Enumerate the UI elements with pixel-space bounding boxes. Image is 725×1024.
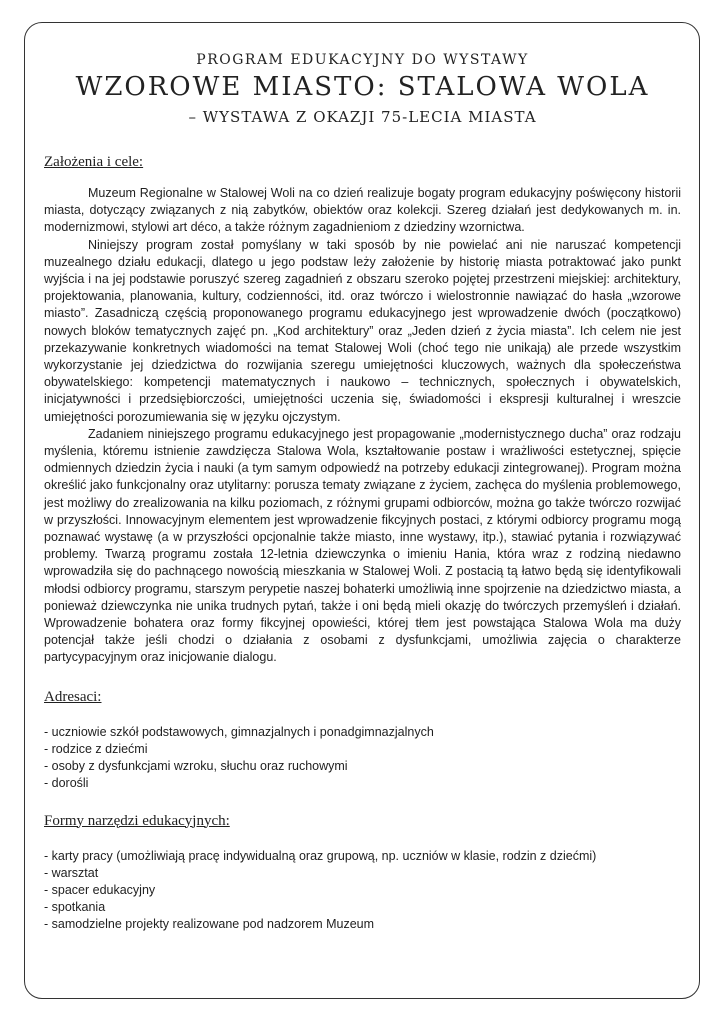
list-item: - karty pracy (umożliwiają pracę indywidualną oraz grupową, np. uczniów w klasie, rodzin z dziećmi)	[44, 848, 597, 863]
header-subtitle: PROGRAM EDUKACYJNY DO WYSTAWY	[196, 52, 529, 68]
goals-paragraph-2: Niniejszy program został pomyślany w taki sposób by nie powielać ani nie naruszać kompetencji muzealnego działu edukacji, dlatego u jego podstaw leży założenie by historię miasta potraktować jako punkt wyjścia i na jej podstawie poruszyć szereg zagadnień z obszaru szeroko pojętej przestrzeni miejskiej: architektury, projektowania, planowania, kultury, codzienności, itd. oraz twórczo i wielostronnie nawiązać do hasła „wzorowe miasto”. Zasadniczą częścią proponowanego programu edukacyjnego jest wprowadzenie dwóch (początkowo) nowych bloków tematycznych zajęć pn. „Kod architektury” oraz „Jeden dzień z życia miasta”. Ich celem nie jest przekazywanie konkretnych wiadomości na temat Stalowej Woli (choć tego nie unikają) ale przede wszystkim wykorzystanie jej dziedzictwa do rozwijania szeregu umiejętności kluczowych, ważnych dla społeczeństwa obywatelskiego: kompetencji matematycznych i naukowo – technicznych, społecznych i obywatelskich, inicjatywności i przedsiębiorczości, umiejętności uczenia się, świadomości i ekspresji kulturalnej i wreszcie umiejętności porozumiewania się w języku ojczystym.	[44, 237, 681, 424]
header-title: WZOROWE MIASTO: STALOWA WOLA	[75, 72, 650, 102]
audience-list	[44, 724, 681, 793]
audience-heading: Adresaci:	[44, 688, 102, 705]
list-item: - osoby z dysfunkcjami wzroku, słuchu oraz ruchowymi	[44, 759, 348, 774]
tools-list	[44, 848, 681, 934]
list-item: - samodzielne projekty realizowane pod nadzorem Muzeum	[44, 917, 375, 932]
list-item: - rodzice z dziećmi	[44, 741, 148, 756]
tools-heading: Formy narzędzi edukacyjnych:	[44, 812, 230, 829]
goals-heading: Założenia i cele:	[44, 154, 144, 170]
list-item: - spacer edukacyjny	[44, 882, 156, 897]
goals-paragraph-1: Muzeum Regionalne w Stalowej Woli na co dzień realizuje bogaty program edukacyjny poświęcony historii miasta, dotyczący związanych z nią zabytków, obiektów oraz kolekcji. Szereg działań jest dedykowanych m. in. modernizmowi, stylowi art déco, a także różnym zagadnieniom z dziedziny wzornictwa.	[44, 186, 681, 235]
document-content	[44, 44, 681, 934]
document-header	[44, 52, 681, 126]
list-item: - spotkania	[44, 900, 106, 915]
header-tagline: – WYSTAWA Z OKAZJI 75-LECIA MIASTA	[188, 108, 537, 126]
list-item: - uczniowie szkół podstawowych, gimnazjalnych i ponadgimnazjalnych	[44, 724, 434, 739]
list-item: - dorośli	[44, 776, 89, 791]
goals-paragraph-3: Zadaniem niniejszego programu edukacyjnego jest propagowanie „modernistycznego ducha” oraz rodzaju myślenia, któremu istnienie zawdzięcza Stalowa Wola, kształtowanie postaw i wrażliwości estetycznej, spięcie odmiennych dziedzin życia i nauki (a tym samym odpowiedź na potrzeby edukacji zintegrowanej). Program można określić jako funkcjonalny oraz utylitarny: porusza tematy związane z życiem, zachęca do myślenia problemowego, jest możliwy do zrealizowania na kilku poziomach, z różnymi grupami odbiorców, można go także twórczo rozwijać w przyszłości. Innowacyjnym elementem jest wprowadzenie fikcyjnych postaci, z którymi odbiorcy programu mogą poznawać wystawę (a w przyszłości opcjonalnie także miasto, inne wystawy, itp.), stawiać pytania i rozwiązywać problemy. Twarzą programu została 12-letnia dziewczynka o imieniu Hania, która wraz z rodziną niedawno wprowadziła się do pachnącego nowością mieszkania w Stalowej Woli. Z postacią tą łatwo będą się identyfikowali młodsi odbiorcy programu, starszym perypetie naszej bohaterki umożliwią inne spojrzenie na dziedzictwo miasta, a ponieważ dziewczynka nie unika trudnych pytań, także i oni będą mieli okazję do twórczych przemyśleń i działań. Wprowadzenie bohatera oraz formy fikcyjnej opowieści, której tłem jest powstająca Stalowa Wola ma duży potencjał także jeśli chodzi o działania z osobami z dysfunkcjami, umożliwia zajęcia o charakterze partycypacyjnym oraz inicjowanie dialogu.	[44, 426, 681, 665]
list-item: - warsztat	[44, 865, 99, 880]
